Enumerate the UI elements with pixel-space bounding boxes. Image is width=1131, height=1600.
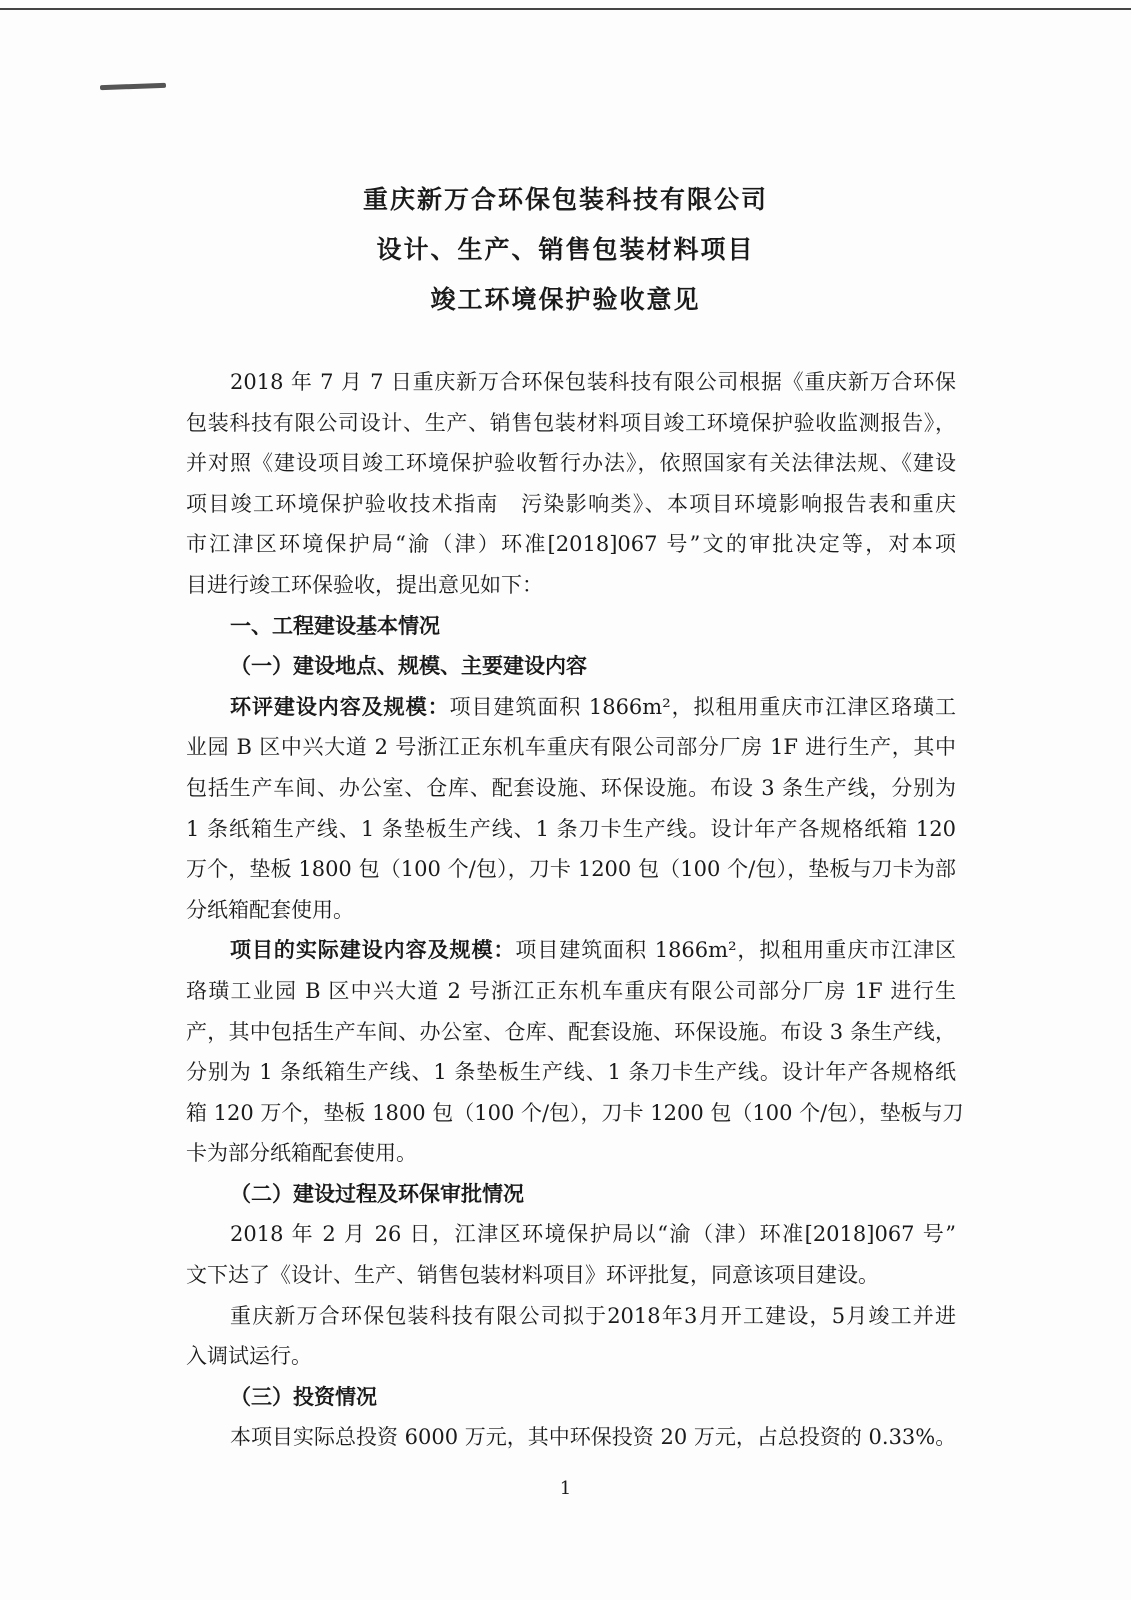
text-line	[186, 890, 956, 931]
title-document: 竣工环境保护验收意见	[430, 285, 701, 314]
line-text: 2018 年 7 月 7 日重庆新万合环保包装科技有限公司根据《重庆新万合环保	[230, 370, 956, 394]
line-text: 卡为部分纸箱配套使用。	[186, 1141, 417, 1166]
line-text: 文下达了《设计、生产、销售包装材料项目》环评批复，同意该项目建设。	[186, 1263, 879, 1288]
text-line	[186, 524, 956, 565]
text-line	[186, 1174, 956, 1215]
text-line	[186, 971, 956, 1012]
line-text: 项目建筑面积 1866m²，拟租用重庆市江津区	[515, 938, 957, 963]
line-text: 包装科技有限公司设计、生产、销售包装材料项目竣工环境保护验收监测报告》，	[186, 410, 956, 435]
line-text: 产，其中包括生产车间、办公室、仓库、配套设施、环保设施。布设 3 条生产线，	[186, 1019, 956, 1044]
bold-label: 项目的实际建设内容及规模：	[230, 937, 516, 963]
text-line	[186, 768, 956, 809]
text-line	[186, 849, 956, 890]
text-line	[186, 606, 956, 647]
text-line	[186, 809, 956, 850]
line-text: 并对照《建设项目竣工环境保护验收暂行办法》，依照国家有关法律法规、《建设	[186, 451, 956, 476]
line-text: 重庆新万合环保包装科技有限公司拟于2018年3月开工建设，5月竣工并进	[230, 1303, 956, 1328]
text-line	[186, 362, 956, 403]
line-text: 万个，垫板 1800 包（100 个/包），刀卡 1200 包（100 个/包），垫板与刀卡为部	[186, 857, 956, 882]
line-text: 箱 120 万个，垫板 1800 包（100 个/包），刀卡 1200 包（100 个/包），垫板与刀	[186, 1100, 964, 1125]
line-text: 业园 B 区中兴大道 2 号浙江正东机车重庆有限公司部分厂房 1F 进行生产，其中	[186, 735, 956, 760]
document-body	[186, 362, 964, 1458]
text-line	[186, 1417, 956, 1458]
line-text: （二）建设过程及环保审批情况	[230, 1180, 524, 1206]
line-text: 包括生产车间、办公室、仓库、配套设施、环保设施。布设 3 条生产线，分别为	[186, 775, 956, 800]
line-text: 珞璜工业园 B 区中兴大道 2 号浙江正东机车重庆有限公司部分厂房 1F 进行生	[186, 978, 956, 1003]
bold-label: 环评建设内容及规模：	[230, 693, 450, 719]
line-text: 项目竣工环境保护验收技术指南 污染影响类》、本项目环境影响报告表和重庆	[186, 491, 956, 516]
text-line	[186, 484, 956, 525]
text-line	[186, 1214, 956, 1255]
text-line	[186, 565, 956, 606]
scan-mark	[100, 83, 166, 90]
text-line	[186, 930, 956, 971]
line-text: （三）投资情况	[230, 1383, 377, 1409]
page-number: 1	[559, 1478, 572, 1499]
line-text: 分纸箱配套使用。	[186, 897, 354, 922]
text-line	[186, 1377, 956, 1418]
text-line	[186, 646, 956, 687]
text-line	[186, 1093, 964, 1134]
text-line	[186, 687, 956, 728]
line-text: 分别为 1 条纸箱生产线、1 条垫板生产线、1 条刀卡生产线。设计年产各规格纸	[186, 1060, 956, 1085]
text-line	[186, 1336, 956, 1377]
text-line	[186, 1052, 956, 1093]
text-line	[186, 727, 956, 768]
line-text: 2018 年 2 月 26 日，江津区环境保护局以“渝（津）环准[2018]067 号”	[230, 1222, 956, 1247]
line-text: 市江津区环境保护局“渝（津）环准[2018]067 号”文的审批决定等，对本项	[186, 532, 956, 557]
line-text: 项目建筑面积 1866m²，拟租用重庆市江津区珞璜工	[449, 694, 956, 719]
text-line	[186, 1255, 956, 1296]
text-line	[186, 1296, 956, 1337]
title-company: 重庆新万合环保包装科技有限公司	[362, 185, 768, 214]
text-line	[186, 1133, 956, 1174]
line-text: 目进行竣工环保验收，提出意见如下：	[186, 572, 543, 597]
line-text: 入调试运行。	[186, 1344, 312, 1369]
text-line	[186, 443, 956, 484]
line-text: 1 条纸箱生产线、1 条垫板生产线、1 条刀卡生产线。设计年产各规格纸箱 120	[186, 816, 956, 841]
line-text: 本项目实际总投资 6000 万元，其中环保投资 20 万元，占总投资的 0.33%。	[230, 1425, 957, 1450]
text-line	[186, 1012, 956, 1053]
line-text: 一、工程建设基本情况	[230, 612, 440, 638]
text-line	[186, 403, 956, 444]
line-text: （一）建设地点、规模、主要建设内容	[230, 653, 587, 679]
title-project: 设计、生产、销售包装材料项目	[376, 235, 755, 264]
scan-edge-line	[0, 8, 1131, 10]
